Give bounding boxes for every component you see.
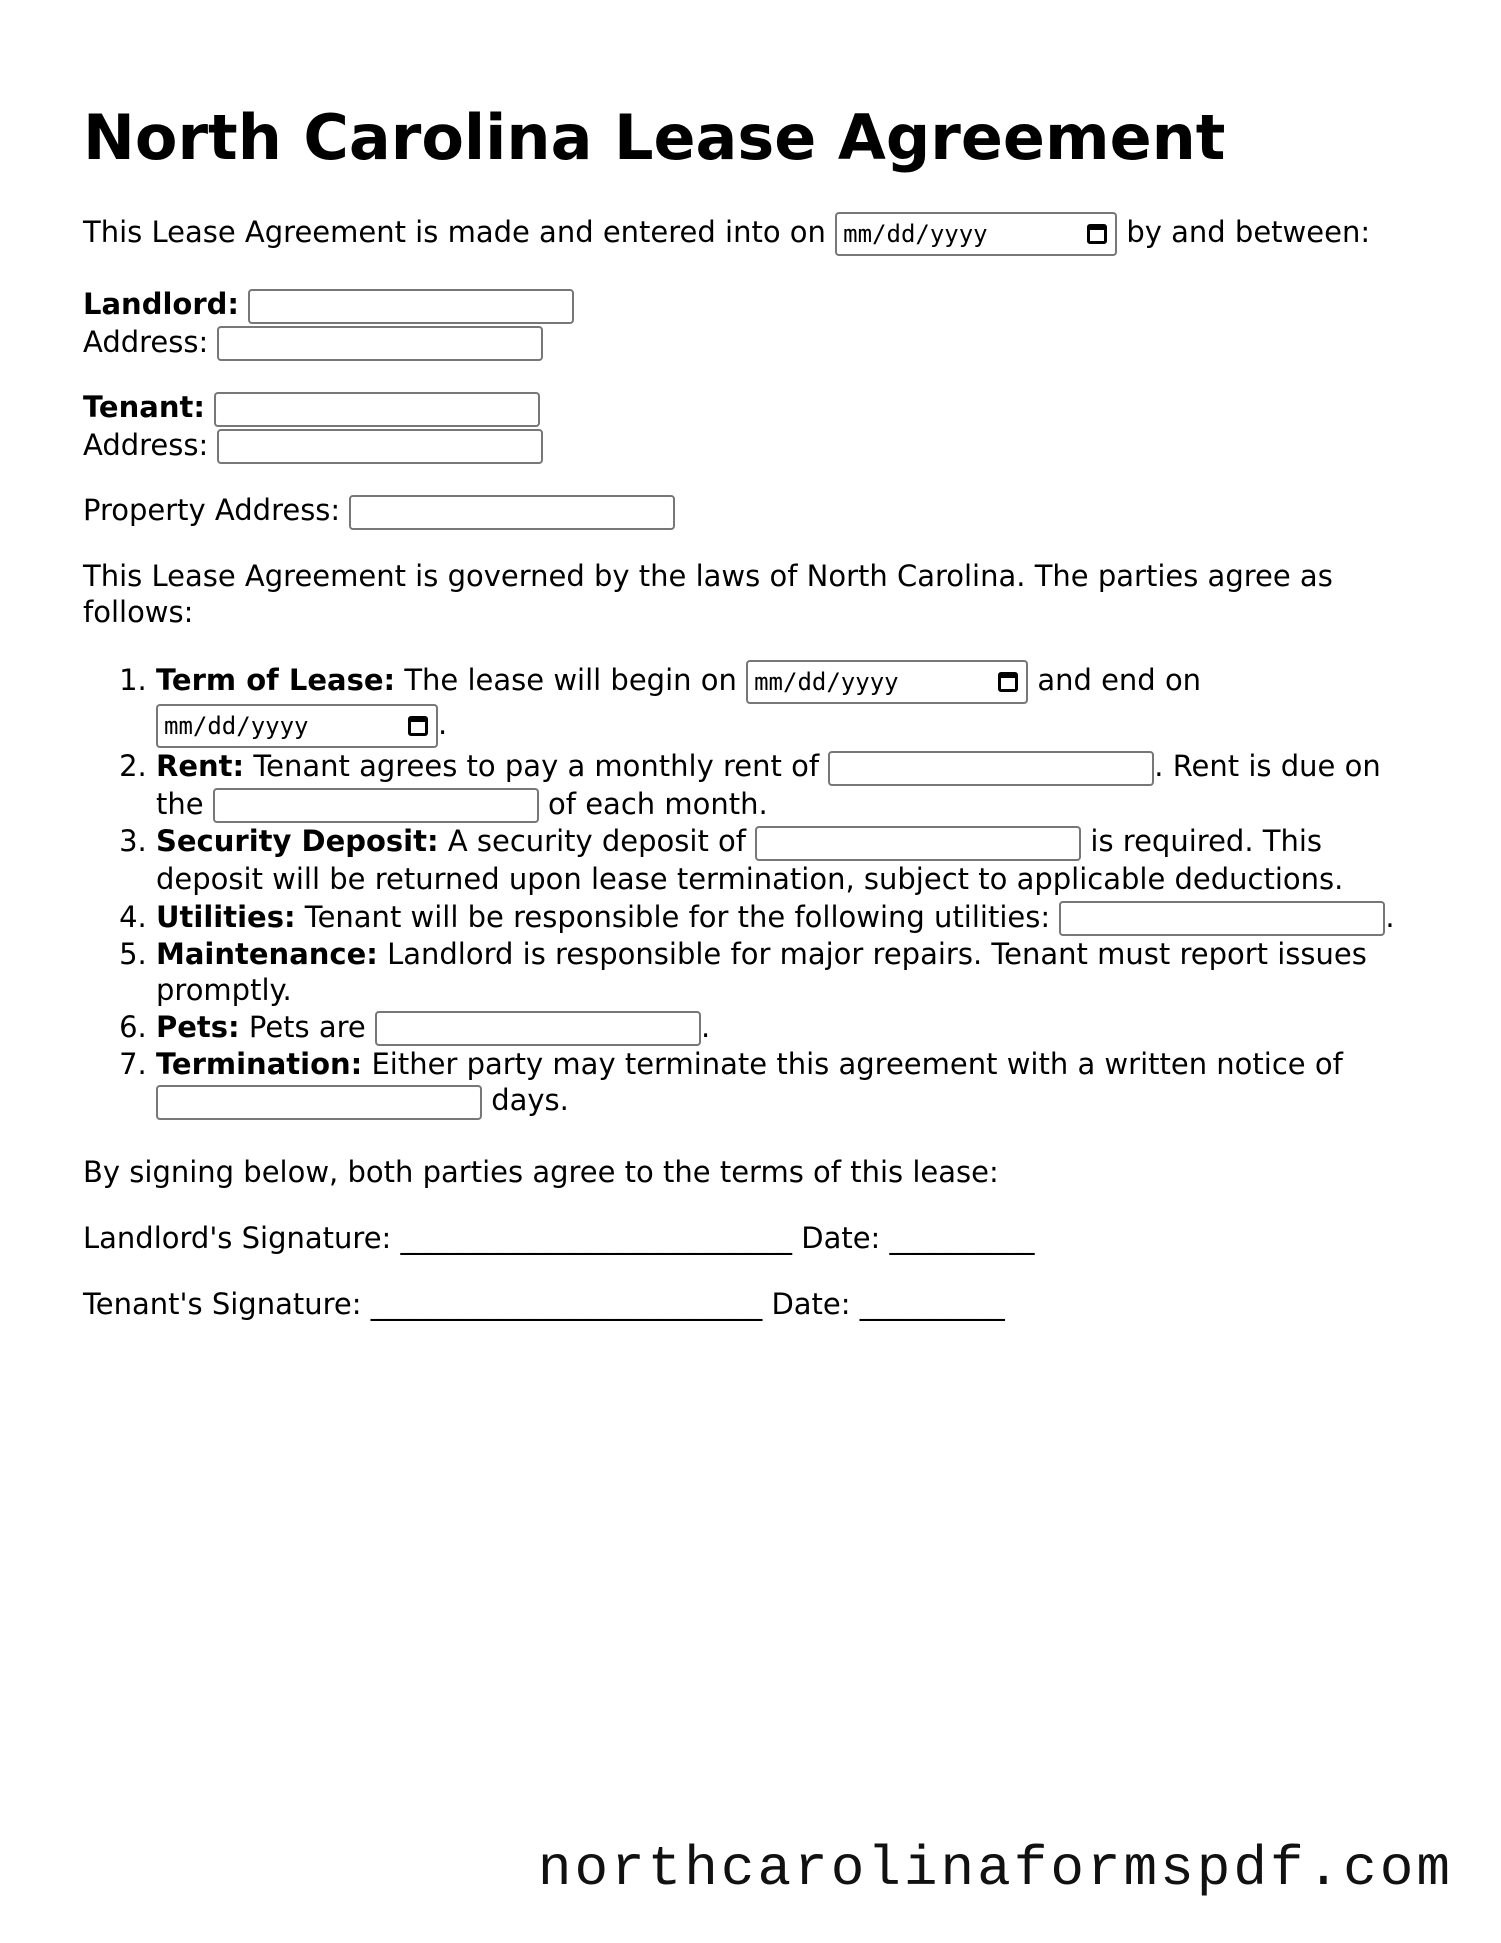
termination-item	[156, 1046, 1423, 1120]
rent-text: of each month.	[548, 786, 768, 821]
security-deposit-title: Security Deposit:	[156, 824, 439, 859]
rent-text: . Rent is due on the	[156, 749, 1381, 821]
tenant-section	[83, 389, 1423, 464]
calendar-icon[interactable]	[408, 716, 428, 736]
calendar-icon[interactable]	[998, 672, 1018, 692]
utilities-title: Utilities:	[156, 899, 296, 934]
utilities-text: .	[1385, 899, 1395, 934]
rent-due-day-input[interactable]	[213, 788, 539, 823]
termination-text: Either party may terminate this agreement with a written notice of	[371, 1047, 1343, 1082]
notice-days-input[interactable]	[156, 1085, 482, 1120]
maintenance-text: Landlord is responsible for major repairs. Tenant must report issues promptly.	[156, 937, 1367, 1008]
agreement-date-placeholder: mm/dd/yyyy	[843, 220, 988, 249]
security-deposit-text: A security deposit of	[447, 824, 746, 859]
pets-text: .	[701, 1009, 711, 1044]
utilities-item	[156, 899, 1423, 937]
tenant-signature-line: Tenant's Signature: ___________________________ Date: __________	[83, 1287, 1005, 1322]
tenant-address-input[interactable]	[217, 429, 543, 464]
governing-law-paragraph: This Lease Agreement is governed by the laws of North Carolina. The parties agree as follows:	[83, 558, 1333, 629]
start-date-placeholder: mm/dd/yyyy	[754, 668, 899, 697]
rent-title: Rent:	[156, 749, 245, 784]
tenant-name-input[interactable]	[214, 392, 540, 427]
property-address-label: Property Address:	[83, 493, 341, 528]
term-text: and end on	[1037, 663, 1202, 698]
tenant-address-row	[83, 427, 1423, 465]
tenant-label: Tenant:	[83, 390, 205, 425]
intro-suffix: by and between:	[1126, 215, 1371, 250]
landlord-signature-line: Landlord's Signature: ___________________________ Date: __________	[83, 1221, 1035, 1256]
intro-paragraph	[83, 212, 1423, 256]
maintenance-title: Maintenance:	[156, 937, 378, 972]
tenant-row	[83, 389, 1423, 427]
monthly-rent-input[interactable]	[828, 751, 1154, 786]
lease-end-date-input[interactable]	[156, 704, 438, 748]
pets-item	[156, 1009, 1423, 1047]
signature-intro: By signing below, both parties agree to the terms of this lease:	[83, 1154, 999, 1189]
property-address-input[interactable]	[349, 495, 675, 530]
term-text: The lease will begin on	[404, 663, 737, 698]
watermark: northcarolinaformspdf.com	[537, 1837, 1453, 1901]
pets-input[interactable]	[375, 1011, 701, 1046]
landlord-section	[83, 286, 1423, 361]
property-row	[83, 492, 1423, 530]
pets-title: Pets:	[156, 1009, 240, 1044]
termination-text: days.	[491, 1083, 569, 1118]
agreement-date-input[interactable]	[835, 212, 1117, 256]
page-title: North Carolina Lease Agreement	[83, 101, 1226, 174]
security-deposit-input[interactable]	[755, 826, 1081, 861]
terms-list	[83, 660, 1423, 1120]
intro-prefix: This Lease Agreement is made and entered into on	[83, 215, 826, 250]
landlord-address-input[interactable]	[217, 326, 543, 361]
term-text: .	[438, 707, 448, 742]
lease-document	[83, 101, 1423, 1353]
utilities-input[interactable]	[1059, 901, 1385, 936]
rent-text: Tenant agrees to pay a monthly rent of	[253, 749, 820, 784]
utilities-text: Tenant will be responsible for the following utilities:	[304, 899, 1051, 934]
landlord-label: Landlord:	[83, 287, 239, 322]
end-date-placeholder: mm/dd/yyyy	[164, 712, 309, 741]
rent-item	[156, 748, 1423, 823]
landlord-row	[83, 286, 1423, 324]
pets-text: Pets are	[248, 1009, 366, 1044]
lease-start-date-input[interactable]	[746, 660, 1028, 704]
term-of-lease-item	[156, 660, 1423, 748]
landlord-address-row	[83, 324, 1423, 362]
termination-title: Termination:	[156, 1047, 363, 1082]
security-deposit-text: is required. This deposit will be returned upon lease termination, subject to applicable deductions.	[156, 824, 1344, 896]
landlord-address-label: Address:	[83, 324, 209, 359]
maintenance-item	[156, 936, 1423, 1009]
landlord-name-input[interactable]	[248, 289, 574, 324]
term-title: Term of Lease:	[156, 663, 396, 698]
calendar-icon[interactable]	[1087, 224, 1107, 244]
tenant-address-label: Address:	[83, 427, 209, 462]
security-deposit-item	[156, 823, 1423, 898]
